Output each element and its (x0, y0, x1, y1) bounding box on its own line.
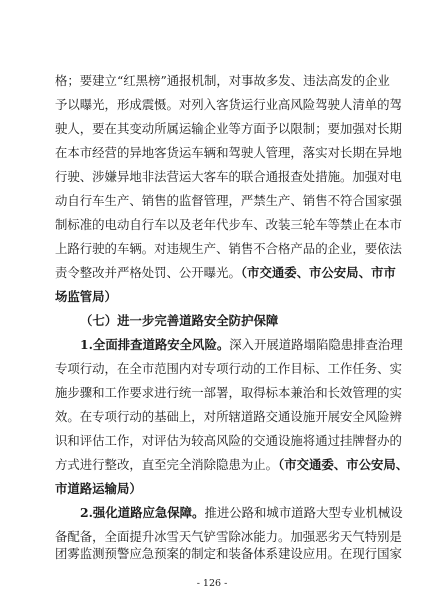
text-segment: 在本市经营的异地客货运车辆和驾驶人管理，落实对长期在异地 (55, 145, 402, 160)
text-segment: 动自行车生产、销售的监督管理，严禁生产、销售不符合国家强 (55, 193, 402, 208)
text-segment: 备配备，全面提升冰雪天气铲雪除冰能力。加强恶劣天气特别是 (55, 529, 402, 544)
text-segment: 予以曝光，形成震慑。对列入客货运行业高风险驾驶人清单的驾 (55, 97, 402, 112)
text-line-15 (55, 409, 402, 425)
text-segment: 责令整改并严格处罚、公开曝光。 (55, 265, 241, 280)
text-line-19 (80, 505, 403, 521)
item-heading: 2.强化道路应急保障。 (80, 505, 205, 520)
text-segment: 识和评估工作，对评估为较高风险的交通设施将通过挂牌督办的 (55, 433, 402, 448)
text-line-4 (55, 145, 402, 161)
text-line-20 (55, 529, 402, 545)
text-line-7 (55, 217, 402, 233)
responsible-agencies: （市交通委、市公安局、市市 (240, 265, 396, 280)
text-segment: 上路行驶的车辆。对违规生产、销售不合格产品的企业，要依法 (55, 241, 402, 256)
section-heading-text: （七）进一步完善道路安全防护保障 (80, 313, 279, 328)
text-line-3 (55, 121, 402, 137)
text-segment: 团雾监测预警应急预案的制定和装备体系建设应用。在现行国家 (55, 546, 402, 561)
text-line-13 (55, 361, 402, 377)
responsible-agencies: 场监管局） (55, 289, 117, 304)
text-segment: 行驶、涉嫌异地非法营运大客车的联合通报查处措施。加强对电 (55, 169, 402, 184)
text-line-9 (55, 265, 396, 281)
text-segment: 专项行动，在全市范围内对专项行动的工作目标、工作任务、实 (55, 361, 402, 376)
text-segment: 制标准的电动自行车以及老年代步车、改装三轮车等禁止在本市 (55, 217, 402, 232)
text-segment: 施步骤和工作要求进行统一部署，取得标本兼治和长效管理的实 (55, 385, 402, 400)
text-line-6 (55, 193, 402, 209)
text-line-17 (55, 457, 409, 473)
text-line-18 (55, 481, 373, 497)
text-line-1 (55, 73, 390, 89)
text-line-21 (55, 546, 402, 562)
page-number: - 126 - (196, 578, 228, 589)
text-line-2 (55, 97, 402, 113)
section-heading (80, 313, 373, 329)
text-line-10 (55, 289, 373, 305)
text-line-8 (55, 241, 402, 257)
text-segment: 格；要建立“红黑榜”通报机制，对事故多发、违法高发的企业 (55, 73, 390, 88)
text-segment: 驶人，要在其变动所属运输企业等方面予以限制；要加强对长期 (55, 121, 402, 136)
text-line-12 (80, 337, 403, 353)
text-line-14 (55, 385, 402, 401)
responsible-agencies: （市交通委、市公安局、 (278, 457, 409, 472)
text-line-5 (55, 169, 402, 185)
text-segment: 深入开展道路塌陷隐患排查治理 (229, 337, 403, 352)
text-segment: 方式进行整改，直至完全消除隐患为止。 (55, 457, 279, 472)
text-segment: 推进公路和城市道路大型专业机械设 (204, 505, 403, 520)
text-line-16 (55, 433, 402, 449)
responsible-agencies: 市道路运输局） (55, 481, 142, 496)
item-heading: 1.全面排查道路安全风险。 (80, 337, 230, 352)
text-segment: 效。在专项行动的基础上，对所辖道路交通设施开展安全风险辨 (55, 409, 402, 424)
